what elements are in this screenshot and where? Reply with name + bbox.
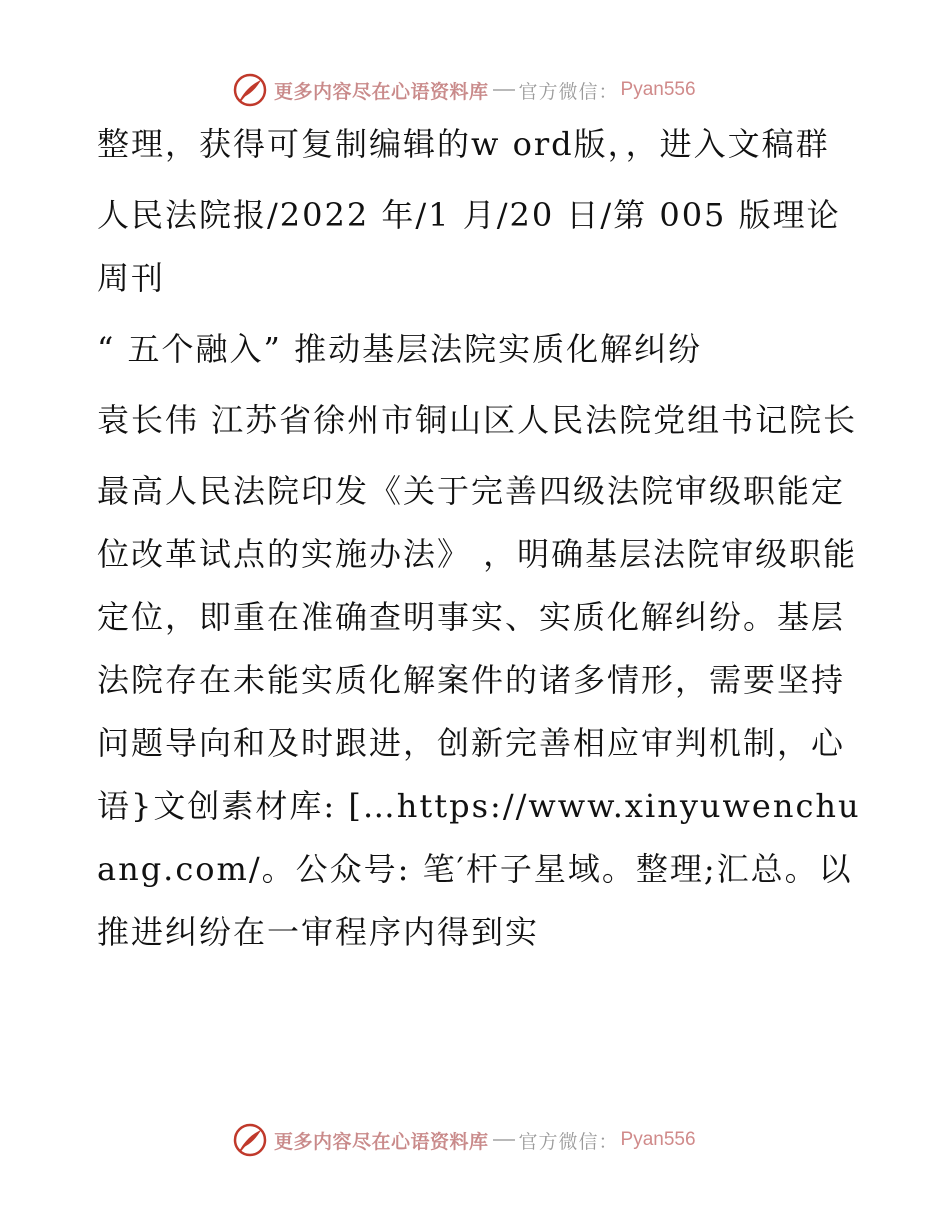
quill-logo-icon	[232, 72, 268, 108]
banner-divider	[493, 1139, 515, 1141]
wechat-id: Pyan556	[620, 1129, 696, 1150]
banner-divider	[493, 89, 515, 91]
document-body	[97, 113, 867, 964]
author-line: 袁长伟 江苏省徐州市铜山区人民法院党组书记院长	[97, 401, 858, 439]
banner-text: 更多内容尽在心语资料库	[274, 1130, 489, 1153]
wechat-label: 官方微信：	[518, 80, 619, 103]
header-watermark-banner	[232, 70, 696, 110]
source-line: 人民法院报/2022 年/1 月/20 日/第 005 版理论周刊	[97, 196, 841, 297]
wechat-id: Pyan556	[620, 79, 696, 100]
wechat-label: 官方微信：	[518, 1130, 619, 1153]
banner-text: 更多内容尽在心语资料库	[274, 80, 489, 103]
intro-line: 整理，获得可复制编辑的w ord版，，进入文稿群	[97, 125, 830, 163]
quill-logo-icon	[232, 1122, 268, 1158]
footer-watermark-banner	[232, 1120, 696, 1160]
body-paragraph: 最高人民法院印发《关于完善四级法院审级职能定位改革试点的实施办法》 ，明确基层法院审级职能定位，即重在准确查明事实、实质化解纠纷。基层法院存在未能实质化解案件的诸多情形，需要坚持问题导向和及时跟进，创新完善相应审判机制，心语}文创素材库: […https://www.xinyuwenchuang.com/。公众号: 笔′杆子星域。整理;汇总。以推进纠纷在一审程序内得到实	[97, 472, 861, 951]
article-title: “ 五个融入” 推动基层法院实质化解纠纷	[97, 330, 703, 368]
